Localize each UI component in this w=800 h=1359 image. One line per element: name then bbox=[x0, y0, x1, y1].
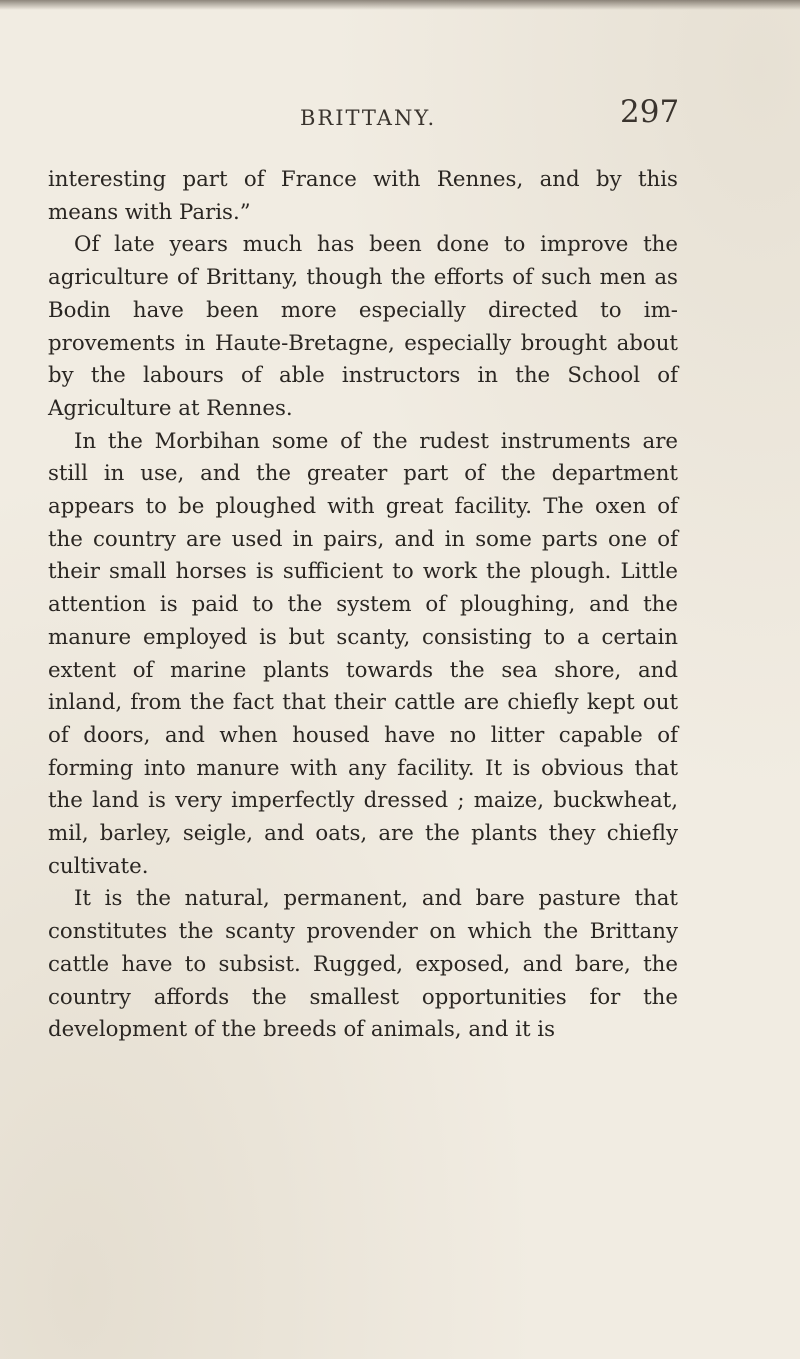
page-top-edge-shadow bbox=[0, 0, 800, 10]
paragraph-continuation: interesting part of France with Rennes, and by this means with Paris.” bbox=[48, 167, 678, 225]
paragraph-pasture: It is the natural, permanent, and bare pasture that constitutes the scanty provender on which the Brittany cattle have to subsist. Rugged, exposed, and bare, the country affords the smallest opportunities for the development of the breeds of animals, and it is bbox=[48, 886, 678, 1043]
body-text bbox=[48, 164, 678, 1047]
page-number: 297 bbox=[620, 94, 680, 130]
paragraph-morbihan: In the Morbihan some of the rudest instruments are still in use, and the greater part of the department appears to be ploughed with great facility. The oxen of the country are used in pairs, and in some parts one of their small horses is sufficient to work the plough. Little attention is paid to the system of ploughing, and the manure employed is but scanty, consisting to a certain extent of marine plants towards the sea shore, and inland, from the fact that their cattle are chiefly kept out of doors, and when housed have no litter capable of forming into manure with any facility. It is obvious that the land is very imperfectly dressed ; maize, buckwheat, mil, barley, seigle, and oats, are the plants they chiefly cultivate. bbox=[48, 428, 678, 879]
paragraph-agriculture: Of late years much has been done to improve the agriculture of Brittany, though the efforts of such men as Bodin have been more especially directed to im-provements in Haute-Bretagne, especially brought about by the labours of able instructors in the School of Agriculture at Rennes. bbox=[48, 232, 678, 421]
running-header bbox=[0, 94, 800, 136]
running-title: BRITTANY. bbox=[300, 106, 437, 130]
